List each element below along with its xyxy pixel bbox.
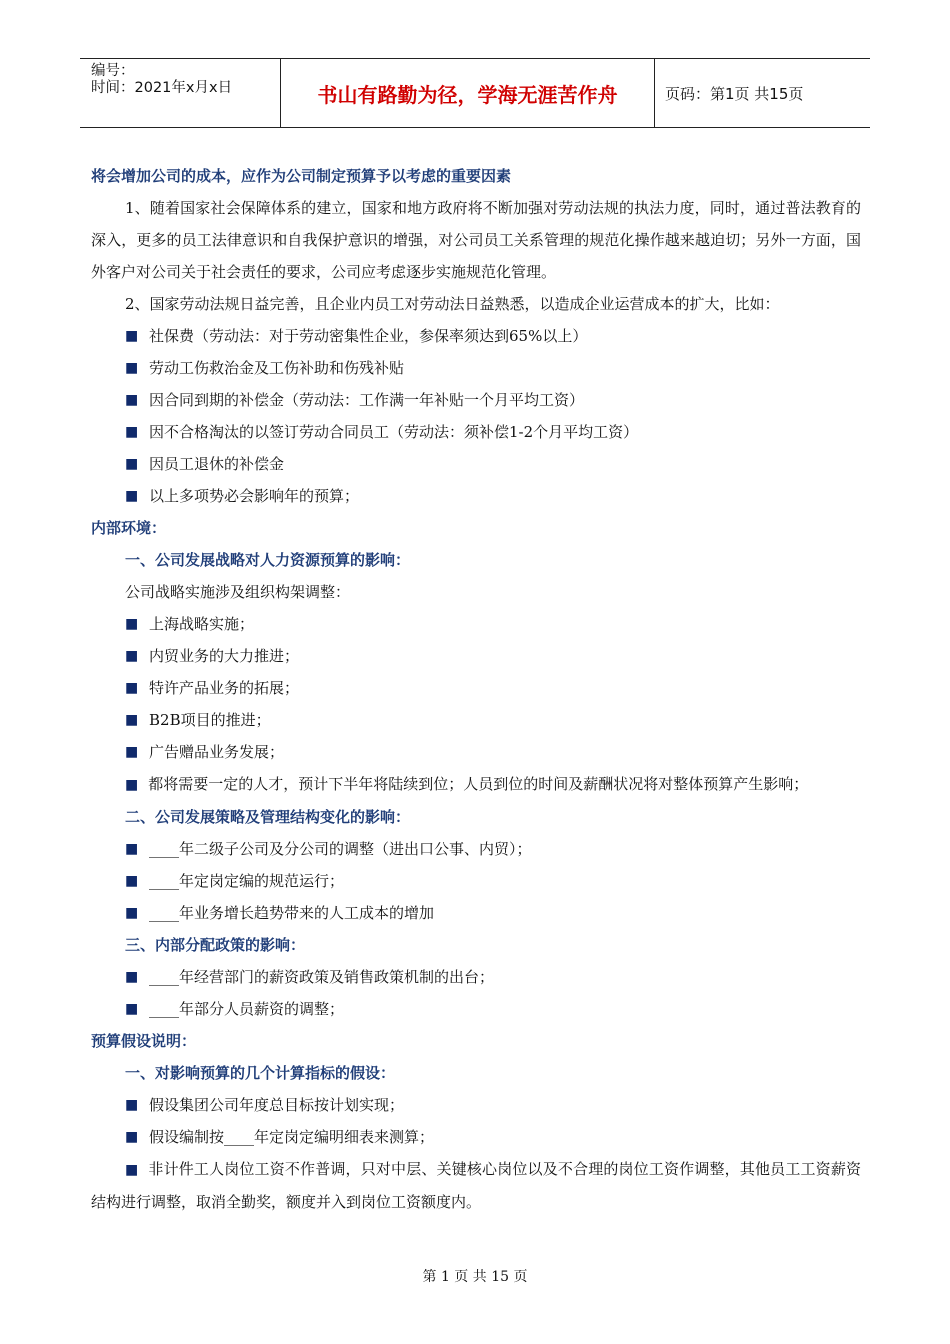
list-item: ■ 劳动工伤救治金及工伤补助和伤残补贴 [91,352,861,384]
bullet-icon: ■ [125,744,139,760]
list-item: ■ 上海战略实施； [91,608,861,640]
list-item: ■ 广告赠品业务发展； [91,736,861,768]
bullet-icon: ■ [125,1129,139,1145]
doc-number-label: 编号： [91,63,135,79]
list-item: ■ ____年经营部门的薪资政策及销售政策机制的出台； [91,961,861,993]
bullet-icon: ■ [125,873,139,889]
header-meta [80,59,281,127]
heading-internal-environment: 内部环境： [91,519,167,537]
list-item-long: ■ 都将需要一定的人才，预计下半年将陆续到位；人员到位的时间及薪酬状况将对整体预算产生影响； [125,775,809,793]
bullet-icon: ■ [125,328,139,344]
bullet-icon: ■ [125,424,139,440]
heading-indicator-assumptions: 一、对影响预算的几个计算指标的假设： [125,1064,396,1082]
page-header [80,58,870,128]
list-item: ■ B2B项目的推进； [91,704,861,736]
list-item: ■ 因不合格淘汰的以签订劳动合同员工（劳动法：须补偿1-2个月平均工资） [91,416,861,448]
list-item: ■ ____年定岗定编的规范运行； [91,865,861,897]
list-item: ■ ____年业务增长趋势带来的人工成本的增加 [91,897,861,929]
bullet-icon: ■ [125,712,139,728]
doc-time-label: 时间：2021年x月x日 [91,80,233,96]
header-motto: 书山有路勤为径，学海无涯苦作舟 [281,59,655,127]
list-item: ■ 因合同到期的补偿金（劳动法：工作满一年补贴一个月平均工资） [91,384,861,416]
bullet-icon: ■ [125,777,139,793]
document-body [91,160,861,1218]
paragraph-2: 2、国家劳动法规日益完善，且企业内员工对劳动法日益熟悉，以造成企业运营成本的扩大，比如： [125,295,780,313]
heading-management-structure: 二、公司发展策略及管理结构变化的影响： [125,808,411,826]
list-item: ■ 因员工退休的补偿金 [91,448,861,480]
header-page-info: 页码：第1页 共15页 [665,84,804,103]
bullet-icon: ■ [125,1097,139,1113]
bullet-icon: ■ [125,680,139,696]
list-item: ■ 特许产品业务的拓展； [91,672,861,704]
paragraph-1: 1、随着国家社会保障体系的建立，国家和地方政府将不断加强对劳动法规的执法力度，同时，通过普法教育的深入，更多的员工法律意识和自我保护意识的增强，对公司员工关系管理的规范化操作越来越迫切；另外一方面，国外客户对公司关于社会责任的要求，公司应考虑逐步实施规范化管理。 [91,199,861,281]
bullet-icon: ■ [125,648,139,664]
bullet-icon: ■ [125,841,139,857]
list-item: ■ 社保费（劳动法：对于劳动密集性企业，参保率须达到65%以上） [91,320,861,352]
bullet-icon: ■ [125,969,139,985]
bullet-icon: ■ [125,616,139,632]
bullet-icon: ■ [125,488,139,504]
list-item: ■ 以上多项势必会影响年的预算； [91,480,861,512]
list-item: ■ 假设集团公司年度总目标按计划实现； [91,1089,861,1121]
list-item-long: ■ 非计件工人岗位工资不作普调，只对中层、关键核心岗位以及不合理的岗位工资作调整，其他员工工资薪资结构进行调整，取消全勤奖，额度并入到岗位工资额度内。 [91,1160,861,1211]
bullet-icon: ■ [125,456,139,472]
bullet-icon: ■ [125,1162,139,1178]
list-item: ■ ____年二级子公司及分公司的调整（进出口公事、内贸）； [91,833,861,865]
strategy-intro: 公司战略实施涉及组织构架调整： [125,583,351,601]
heading-distribution-policy: 三、内部分配政策的影响： [125,936,306,954]
list-item: ■ 假设编制按____年定岗定编明细表来测算； [91,1121,861,1153]
bullet-icon: ■ [125,360,139,376]
page-footer: 第 1 页 共 15 页 [422,1269,528,1285]
bullet-icon: ■ [125,905,139,921]
heading-strategy: 一、公司发展战略对人力资源预算的影响： [125,551,411,569]
heading-budget-assumptions: 预算假设说明： [91,1032,197,1050]
section-lead: 将会增加公司的成本，应作为公司制定预算予以考虑的重要因素 [91,167,512,185]
bullet-icon: ■ [125,392,139,408]
list-item: ■ ____年部分人员薪资的调整； [91,993,861,1025]
list-item: ■ 内贸业务的大力推进； [91,640,861,672]
bullet-icon: ■ [125,1001,139,1017]
